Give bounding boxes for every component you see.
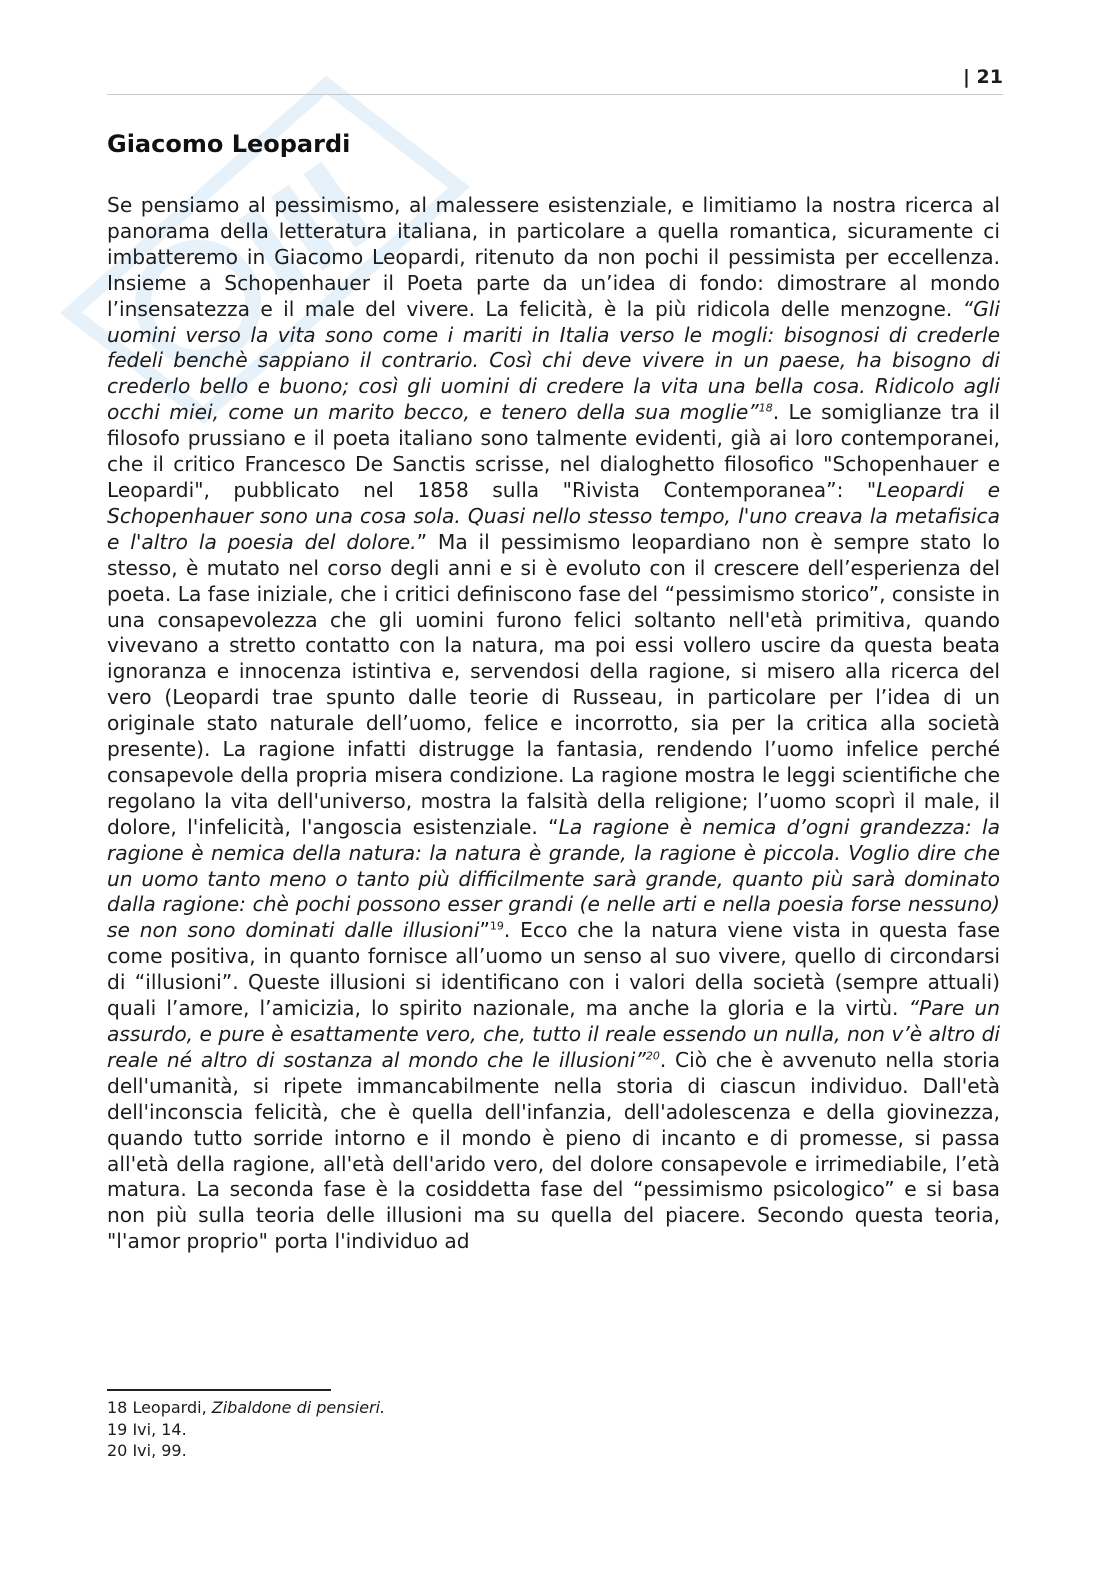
footnote-item bbox=[107, 1419, 385, 1441]
body-text-segment: . Le somiglianze tra il filosofo prussiano e il poeta italiano sono talmente evidenti, già ai loro contemporanei, che il critico Francesco De Sanctis scrisse, nel dialoghetto filosofico "Schopenhauer e Leopardi", pubblicato nel 1858 sulla "Rivista Contemporanea”: " bbox=[107, 400, 1000, 502]
body-text-segment: . Ecco che la natura viene vista in questa fase come positiva, in quanto fornisce all’uomo un senso al suo vivere, quello di circondarsi di “illusioni”. Queste illusioni si identificano con i valori della società (sempre attuali) quali l’amore, l’amicizia, lo spirito nazionale, ma anche la gloria e la virtù. bbox=[107, 918, 1001, 1021]
quotation-text: La ragione è nemica d’ogni grandezza: la ragione è nemica della natura: la natura è grande, la ragione è piccola. Voglio dire che un uomo tanto meno o tanto più difficilmente sarà grande, quanto più sarà dominato dalla ragione: chè pochi possono esser grandi (e nelle arti e nella poesia forse nessuno) se non sono dominati dalle illusioni bbox=[107, 814, 1000, 943]
quotation-text: “Gli uomini verso la vita sono come i mariti in Italia verso le mogli: bisognosi di crederle fedeli benchè sappiano il contrario. Così chi deve vivere in un paese, ha bisogno di crederlo bello e buono; così gli uomini di credere la vita una bella cosa. Ridicolo agli occhi miei, come un marito becco, e tenero della sua moglie” bbox=[107, 296, 1000, 425]
quotation-text: Leopardi e Schopenhauer sono una cosa sola. Quasi nello stesso tempo, l'uno creava la metafisica e l'altro la poesia del dolore. bbox=[107, 477, 1000, 554]
footnote-item bbox=[107, 1440, 385, 1462]
footnote-text: Ivi, 99. bbox=[127, 1441, 187, 1460]
footnote-reference: 20 bbox=[645, 1049, 660, 1063]
body-text-segment: . Ciò che è avvenuto nella storia dell'umanità, si ripete immancabilmente nella storia di ciascun individuo. Dall'età dell'inconscia felicità, che è quella dell'infanzia, dell'adolescenza e della giovinezza, quando tutto sorride intorno e il mondo è pieno di incanto e di promesse, si passa all'età della ragione, all'età dell'arido vero, del dolore consapevole e irrimediabile, l’età matura. La seconda fase è la cosiddetta fase del “pessimismo psicologico” e si basa non più sulla teoria delle illusioni ma su quella del piacere. Secondo questa teoria, "l'amor proprio" porta l'individuo ad bbox=[107, 1047, 1000, 1254]
section-title: Giacomo Leopardi bbox=[107, 130, 351, 158]
body-text-segment: ” Ma il pessimismo leopardiano non è sempre stato lo stesso, è mutato nel corso degli anni e si è evoluto con il crescere dell’esperienza del poeta. La fase iniziale, che i critici definiscono fase del “pessimismo storico”, consiste in una consapevolezza che gli uomini furono felici soltanto nell'età primitiva, quando vivevano a stretto contatto con la natura, ma poi essi vollero uscire da questa beata ignoranza e innocenza istintiva e, servendosi della ragione, si misero alla ricerca del vero (Leopardi trae spunto dalle teorie di Russeau, in particolare per l’idea di un originale stato naturale dell’uomo, felice e incorrotto, sia per la critica alla società presente). La ragione infatti distrugge la fantasia, rendendo l’uomo infelice perché consapevole della propria misera condizione. La ragione mostra le leggi scientifiche che regolano la vita dell'universo, mostra la falsità della religione; l’uomo scoprì il male, il dolore, l'infelicità, l'angoscia esistenziale. “ bbox=[107, 529, 1000, 839]
body-text-segment: Se pensiamo al pessimismo, al malessere esistenziale, e limitiamo la nostra ricerca al panorama della letteratura italiana, in particolare a quella romantica, sicuramente ci imbatteremo in Giacomo Leopardi, ritenuto da non pochi il pessimista per eccellenza. Insieme a Schopenhauer il Poeta parte da un’idea di fondo: dimostrare al mondo l’insensatezza e il male del vivere. La felicità, è la più ridicola delle menzogne. bbox=[107, 193, 1000, 321]
footnote-work-title: Zibaldone di pensieri. bbox=[211, 1398, 386, 1417]
footnote-number: 20 bbox=[107, 1441, 128, 1460]
footnote-text: Leopardi, bbox=[127, 1398, 212, 1417]
footnotes bbox=[107, 1397, 385, 1462]
body-paragraph bbox=[107, 193, 1000, 1255]
footnote-reference: 18 bbox=[758, 401, 773, 415]
footnote-separator bbox=[107, 1389, 331, 1391]
footnote-item bbox=[107, 1397, 385, 1419]
body-text-segment: ” bbox=[479, 918, 490, 943]
footnote-number: 19 bbox=[107, 1419, 128, 1439]
footnote-text: Ivi, 14. bbox=[127, 1419, 187, 1439]
footnote-number: 18 bbox=[107, 1398, 128, 1417]
page-number: | 21 bbox=[963, 66, 1003, 88]
quotation-text: “Pare un assurdo, e pure è esattamente vero, che, tutto il reale essendo un nulla, non v’è altro di reale né altro di sostanza al mondo che le illusioni” bbox=[107, 996, 1000, 1072]
page-header bbox=[107, 66, 1003, 95]
footnote-reference: 19 bbox=[489, 919, 504, 933]
